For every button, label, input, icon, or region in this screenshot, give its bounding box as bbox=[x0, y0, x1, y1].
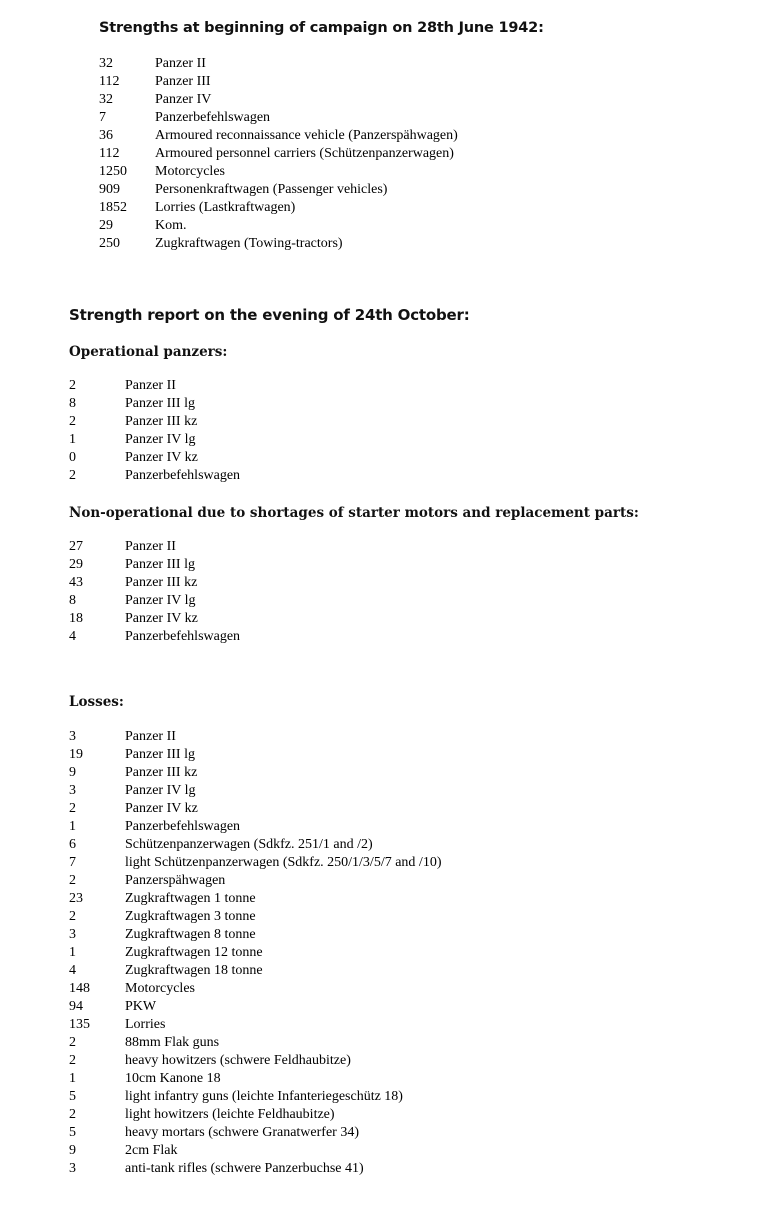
item-label: Panzerspähwagen bbox=[125, 873, 226, 888]
section-campaign-strengths bbox=[0, 20, 783, 253]
item-quantity: 4 bbox=[69, 963, 76, 978]
item-quantity: 2 bbox=[69, 414, 76, 429]
list-item bbox=[69, 431, 783, 449]
list-item bbox=[69, 1088, 783, 1106]
item-label: Personenkraftwagen (Passenger vehicles) bbox=[155, 182, 388, 197]
item-label: light howitzers (leichte Feldhaubitze) bbox=[125, 1107, 335, 1122]
list-item bbox=[69, 1106, 783, 1124]
item-label: Motorcycles bbox=[125, 981, 195, 996]
item-quantity: 23 bbox=[69, 891, 83, 906]
list-item bbox=[99, 235, 783, 253]
item-quantity: 4 bbox=[69, 629, 76, 644]
item-quantity: 1 bbox=[69, 432, 76, 447]
item-label: 10cm Kanone 18 bbox=[125, 1071, 221, 1086]
non-operational-list bbox=[69, 538, 783, 646]
item-label: Zugkraftwagen 1 tonne bbox=[125, 891, 256, 906]
list-item bbox=[69, 944, 783, 962]
item-quantity: 2 bbox=[69, 378, 76, 393]
item-quantity: 3 bbox=[69, 783, 76, 798]
item-quantity: 5 bbox=[69, 1089, 76, 1104]
item-label: Panzer III kz bbox=[125, 575, 198, 590]
item-label: Zugkraftwagen 12 tonne bbox=[125, 945, 263, 960]
item-quantity: 94 bbox=[69, 999, 83, 1014]
item-label: Panzer II bbox=[155, 56, 206, 71]
item-quantity: 0 bbox=[69, 450, 76, 465]
list-item bbox=[69, 872, 783, 890]
list-item bbox=[69, 980, 783, 998]
item-label: Panzer IV lg bbox=[125, 432, 196, 447]
group-operational-panzers bbox=[69, 344, 783, 485]
item-quantity: 135 bbox=[69, 1017, 90, 1032]
list-item bbox=[69, 1124, 783, 1142]
item-quantity: 8 bbox=[69, 593, 76, 608]
item-label: Panzer II bbox=[125, 539, 176, 554]
item-quantity: 3 bbox=[69, 729, 76, 744]
list-item bbox=[69, 628, 783, 646]
item-quantity: 2 bbox=[69, 909, 76, 924]
item-quantity: 29 bbox=[69, 557, 83, 572]
item-label: Armoured reconnaissance vehicle (Panzerspähwagen) bbox=[155, 128, 458, 143]
item-quantity: 18 bbox=[69, 611, 83, 626]
item-quantity: 32 bbox=[99, 92, 113, 107]
item-label: Motorcycles bbox=[155, 164, 225, 179]
item-label: Zugkraftwagen (Towing-tractors) bbox=[155, 236, 343, 251]
list-item bbox=[69, 574, 783, 592]
section-heading-losses: Losses: bbox=[69, 694, 124, 710]
list-item bbox=[69, 800, 783, 818]
list-item bbox=[99, 109, 783, 127]
list-item bbox=[99, 163, 783, 181]
item-quantity: 43 bbox=[69, 575, 83, 590]
item-quantity: 27 bbox=[69, 539, 83, 554]
item-label: Lorries (Lastkraftwagen) bbox=[155, 200, 296, 215]
section-strength-report bbox=[69, 306, 783, 646]
item-label: Zugkraftwagen 8 tonne bbox=[125, 927, 256, 942]
list-item bbox=[99, 181, 783, 199]
section-heading-strength-report: Strength report on the evening of 24th October: bbox=[69, 306, 470, 324]
item-quantity: 9 bbox=[69, 765, 76, 780]
item-quantity: 9 bbox=[69, 1143, 76, 1158]
list-item bbox=[69, 538, 783, 556]
item-quantity: 6 bbox=[69, 837, 76, 852]
item-label: 2cm Flak bbox=[125, 1143, 178, 1158]
list-item bbox=[69, 610, 783, 628]
item-label: Panzer II bbox=[125, 729, 176, 744]
item-label: Panzer III lg bbox=[125, 747, 195, 762]
item-label: heavy howitzers (schwere Feldhaubitze) bbox=[125, 1053, 351, 1068]
item-quantity: 148 bbox=[69, 981, 90, 996]
item-label: Panzerbefehlswagen bbox=[155, 110, 271, 125]
item-label: Panzer IV bbox=[155, 92, 212, 107]
item-quantity: 5 bbox=[69, 1125, 76, 1140]
list-item bbox=[69, 890, 783, 908]
item-quantity: 3 bbox=[69, 927, 76, 942]
list-item bbox=[99, 145, 783, 163]
item-label: Lorries bbox=[125, 1017, 166, 1032]
item-quantity: 2 bbox=[69, 1035, 76, 1050]
item-label: Panzer III kz bbox=[125, 414, 198, 429]
item-quantity: 1250 bbox=[99, 164, 127, 179]
list-item bbox=[69, 962, 783, 980]
item-label: Panzer III lg bbox=[125, 557, 195, 572]
item-quantity: 7 bbox=[99, 110, 106, 125]
item-label: Panzer IV lg bbox=[125, 783, 196, 798]
list-item bbox=[69, 1070, 783, 1088]
item-quantity: 909 bbox=[99, 182, 120, 197]
item-label: Panzer III bbox=[155, 74, 211, 89]
item-quantity: 1 bbox=[69, 1071, 76, 1086]
item-label: Panzer IV kz bbox=[125, 801, 198, 816]
group-non-operational bbox=[69, 505, 783, 646]
item-label: Panzer III lg bbox=[125, 396, 195, 411]
list-item bbox=[69, 728, 783, 746]
list-item bbox=[69, 1052, 783, 1070]
item-quantity: 8 bbox=[69, 396, 76, 411]
list-item bbox=[99, 127, 783, 145]
item-label: light infantry guns (leichte Infanteriegeschütz 18) bbox=[125, 1089, 403, 1104]
item-label: Panzer III kz bbox=[125, 765, 198, 780]
item-label: Schützenpanzerwagen (Sdkfz. 251/1 and /2) bbox=[125, 837, 373, 852]
list-item bbox=[69, 413, 783, 431]
losses-list bbox=[69, 728, 783, 1178]
item-quantity: 7 bbox=[69, 855, 76, 870]
list-item bbox=[69, 998, 783, 1016]
list-item bbox=[69, 764, 783, 782]
item-label: Zugkraftwagen 3 tonne bbox=[125, 909, 256, 924]
list-item bbox=[69, 449, 783, 467]
item-label: Panzer IV lg bbox=[125, 593, 196, 608]
operational-panzers-list bbox=[69, 377, 783, 485]
list-item bbox=[69, 556, 783, 574]
section-heading-campaign-strengths: Strengths at beginning of campaign on 28th June 1942: bbox=[99, 20, 544, 36]
item-quantity: 19 bbox=[69, 747, 83, 762]
item-label: Panzerbefehlswagen bbox=[125, 468, 241, 483]
list-item bbox=[99, 91, 783, 109]
list-item bbox=[99, 73, 783, 91]
item-quantity: 2 bbox=[69, 468, 76, 483]
list-item bbox=[99, 217, 783, 235]
item-quantity: 1 bbox=[69, 945, 76, 960]
item-quantity: 29 bbox=[99, 218, 113, 233]
item-quantity: 36 bbox=[99, 128, 113, 143]
item-label: Panzerbefehlswagen bbox=[125, 629, 241, 644]
list-item bbox=[69, 1016, 783, 1034]
item-label: 88mm Flak guns bbox=[125, 1035, 220, 1050]
document-page bbox=[0, 20, 783, 1225]
item-quantity: 2 bbox=[69, 1107, 76, 1122]
item-label: Panzer II bbox=[125, 378, 176, 393]
list-item bbox=[69, 1142, 783, 1160]
list-item bbox=[69, 1160, 783, 1178]
list-item bbox=[69, 395, 783, 413]
list-item bbox=[69, 782, 783, 800]
item-label: Kom. bbox=[155, 218, 187, 233]
list-item bbox=[99, 55, 783, 73]
item-quantity: 2 bbox=[69, 801, 76, 816]
subheading-operational-panzers: Operational panzers: bbox=[69, 344, 228, 360]
list-item bbox=[69, 377, 783, 395]
item-label: Armoured personnel carriers (Schützenpanzerwagen) bbox=[155, 146, 454, 161]
list-item bbox=[69, 836, 783, 854]
item-label: Panzer IV kz bbox=[125, 450, 198, 465]
list-item bbox=[69, 746, 783, 764]
item-quantity: 1 bbox=[69, 819, 76, 834]
item-label: Panzer IV kz bbox=[125, 611, 198, 626]
item-quantity: 112 bbox=[99, 146, 120, 161]
item-quantity: 32 bbox=[99, 56, 113, 71]
item-label: Panzerbefehlswagen bbox=[125, 819, 241, 834]
item-label: anti-tank rifles (schwere Panzerbuchse 41) bbox=[125, 1161, 364, 1176]
list-item bbox=[69, 1034, 783, 1052]
list-item bbox=[69, 818, 783, 836]
item-label: PKW bbox=[125, 999, 157, 1014]
section-losses bbox=[69, 694, 783, 1178]
item-quantity: 2 bbox=[69, 1053, 76, 1068]
item-quantity: 250 bbox=[99, 236, 120, 251]
subheading-non-operational: Non-operational due to shortages of starter motors and replacement parts: bbox=[69, 505, 639, 521]
list-item bbox=[69, 926, 783, 944]
item-label: heavy mortars (schwere Granatwerfer 34) bbox=[125, 1125, 359, 1140]
campaign-strengths-list bbox=[99, 55, 783, 253]
list-item bbox=[99, 199, 783, 217]
list-item bbox=[69, 908, 783, 926]
item-label: Zugkraftwagen 18 tonne bbox=[125, 963, 263, 978]
item-quantity: 2 bbox=[69, 873, 76, 888]
list-item bbox=[69, 854, 783, 872]
item-label: light Schützenpanzerwagen (Sdkfz. 250/1/3/5/7 and /10) bbox=[125, 855, 442, 870]
item-quantity: 1852 bbox=[99, 200, 127, 215]
item-quantity: 3 bbox=[69, 1161, 76, 1176]
list-item bbox=[69, 592, 783, 610]
list-item bbox=[69, 467, 783, 485]
item-quantity: 112 bbox=[99, 74, 120, 89]
